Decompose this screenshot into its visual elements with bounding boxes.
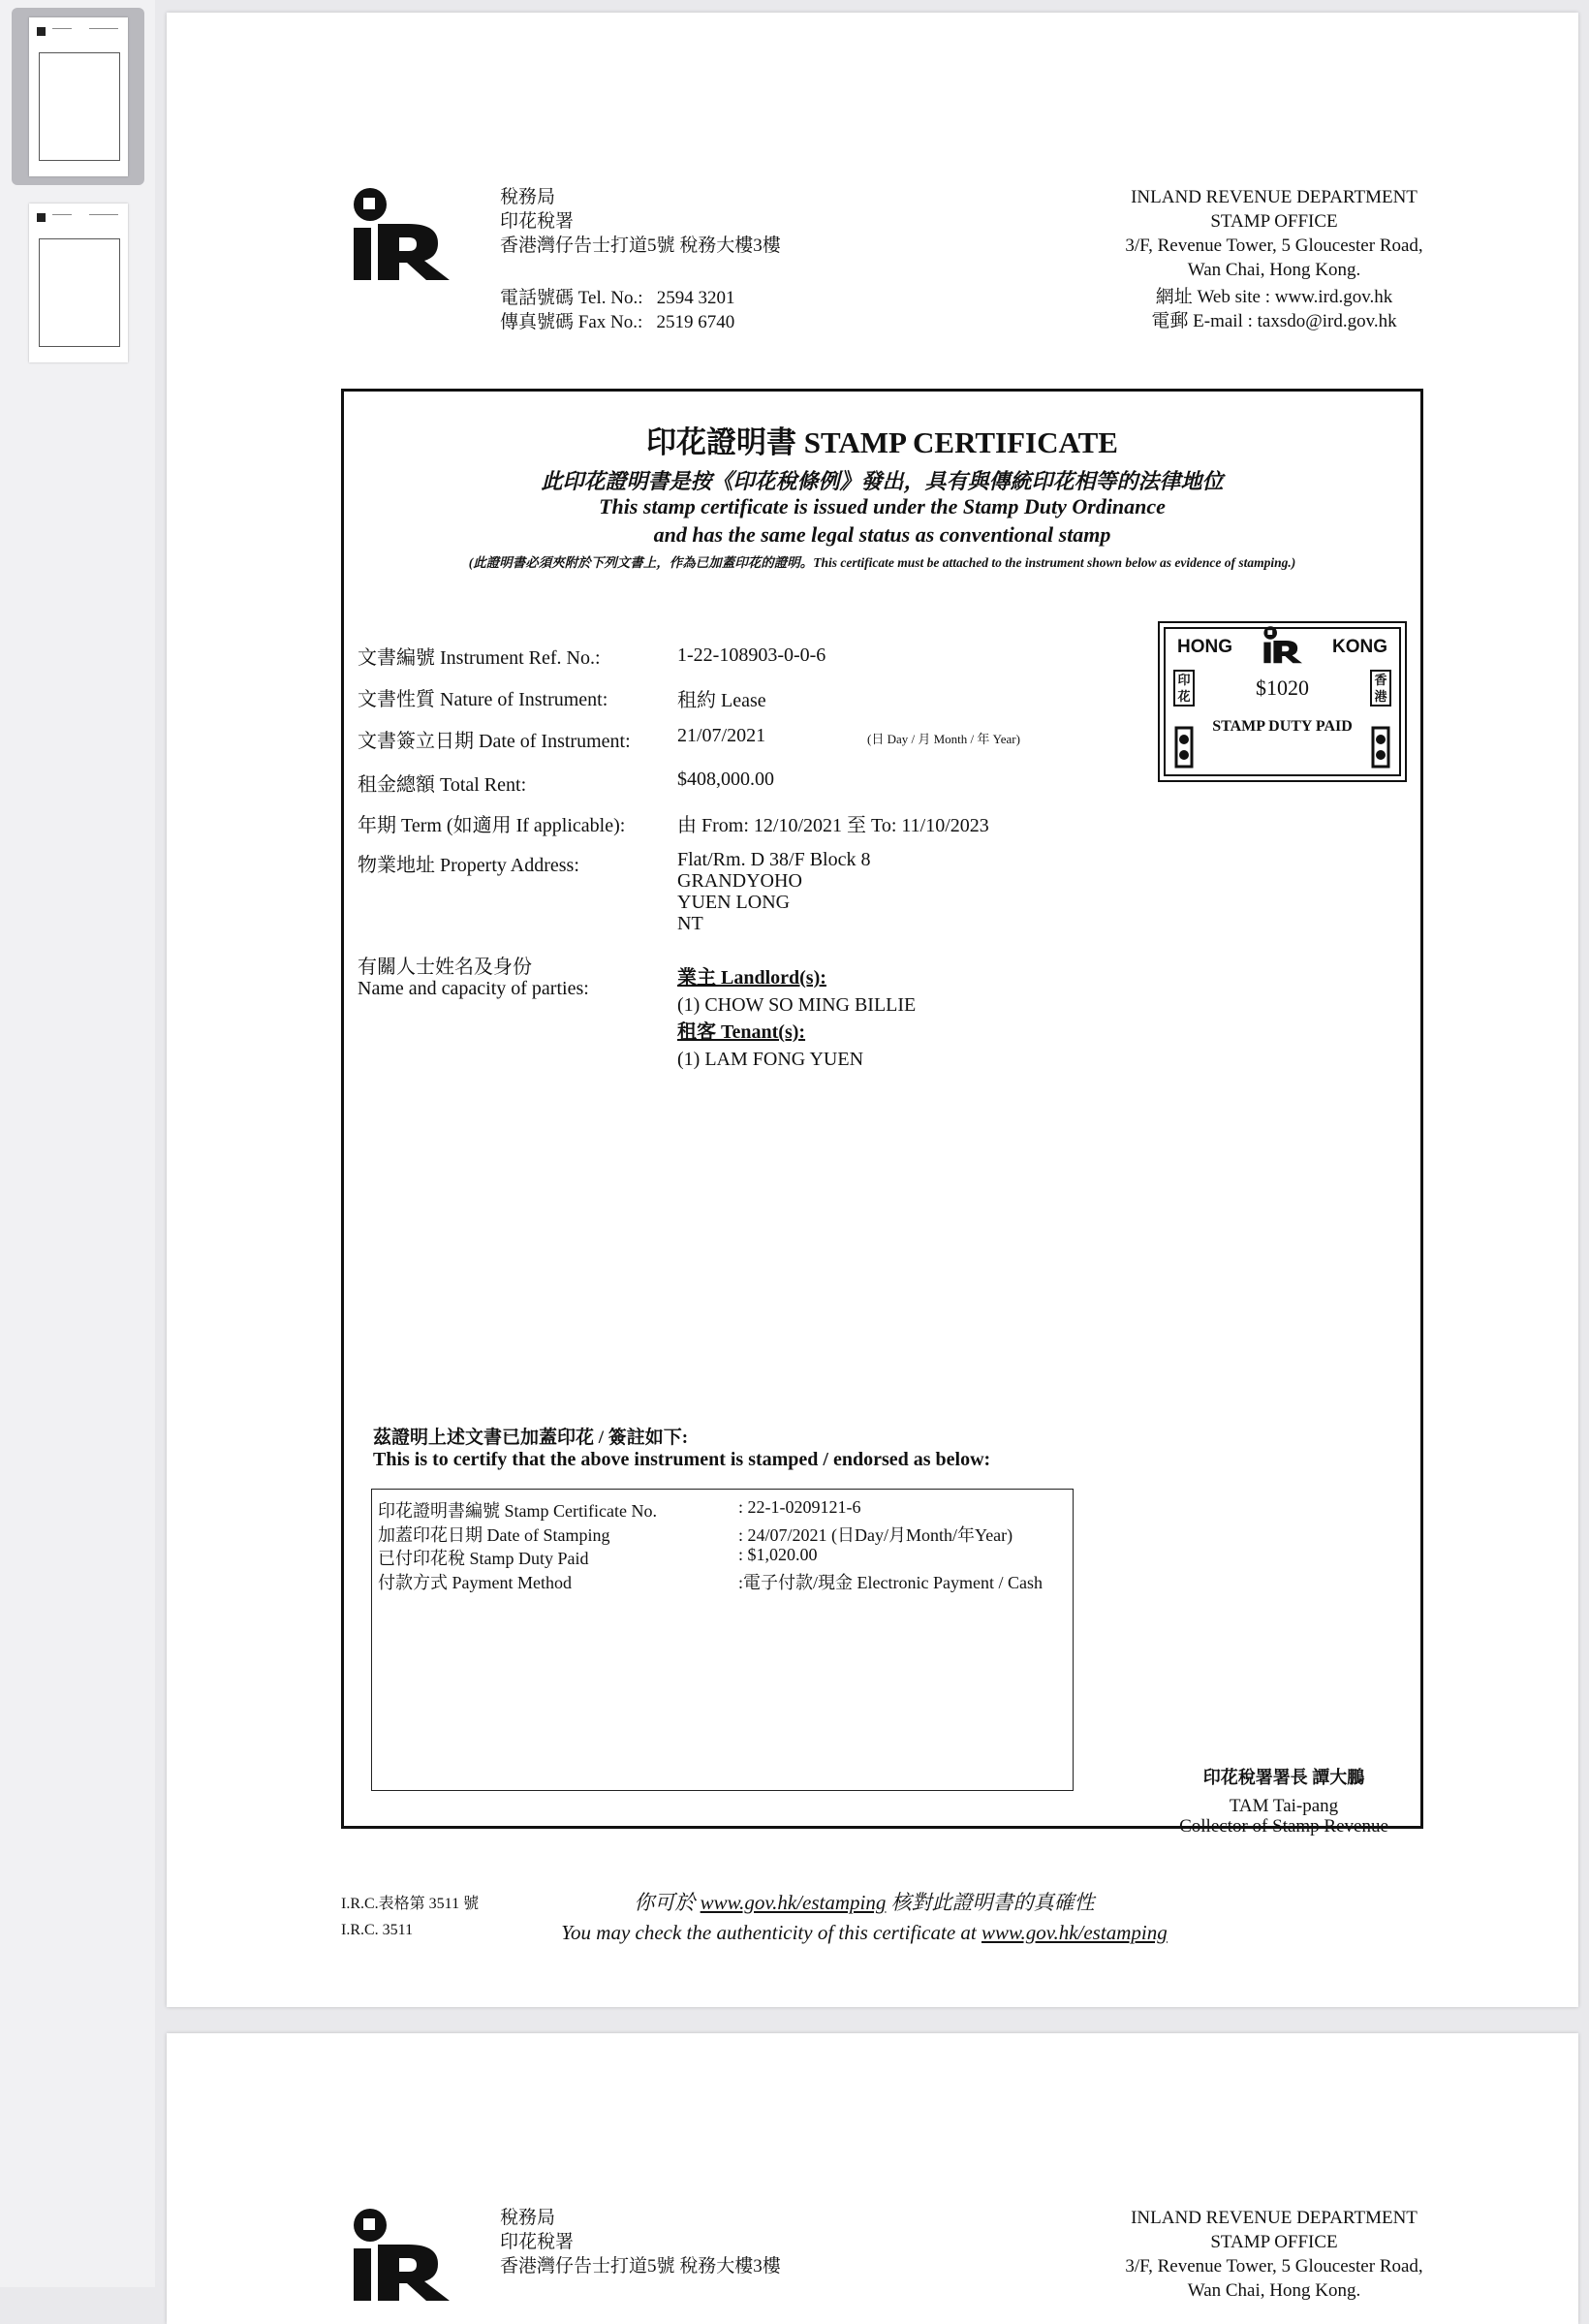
stamp-caption: STAMP DUTY PAID xyxy=(1212,718,1353,735)
stamp-seal-right: 香港 xyxy=(1370,670,1391,707)
header-en-line: Wan Chai, Hong Kong. xyxy=(1187,260,1361,280)
signer-name: TAM Tai-pang xyxy=(1229,1796,1339,1816)
page-thumbnail-1[interactable] xyxy=(12,8,144,185)
tel-value: 2594 3201 xyxy=(656,288,735,308)
method-value: :電子付款/現金 Electronic Payment / Cash xyxy=(738,1573,1043,1592)
address-label: 物業地址 Property Address: xyxy=(358,855,579,876)
stamp-seal-left: 印花 xyxy=(1173,670,1195,707)
thumbnail-page-preview xyxy=(29,204,128,362)
endorse-row-duty xyxy=(378,1545,1078,1570)
website-text: 網址 Web site : www.ird.gov.hk xyxy=(1155,287,1393,307)
form-number-en: I.R.C. 3511 xyxy=(341,1922,414,1938)
ird-logo-icon xyxy=(349,2206,453,2303)
thumbnail-line xyxy=(89,214,118,215)
certify-statement-cn: 茲證明上述文書已加蓋印花 / 簽註如下: xyxy=(373,1428,689,1448)
parties-label xyxy=(358,957,589,999)
rent-label: 租金總額 Total Rent: xyxy=(358,774,527,796)
header-chinese-address xyxy=(500,185,781,258)
parties-label-en: Name and capacity of parties: xyxy=(358,978,589,999)
header-en-line: STAMP OFFICE xyxy=(1210,211,1338,232)
stamp-date-label: 加蓋印花日期 Date of Stamping xyxy=(378,1525,610,1545)
thumbnail-cert-box xyxy=(39,238,120,347)
address-value xyxy=(677,849,870,934)
stamp-ird-logo-icon xyxy=(1261,625,1305,664)
date-label: 文書簽立日期 Date of Instrument: xyxy=(358,731,631,752)
header-en-line: 3/F, Revenue Tower, 5 Gloucester Road, xyxy=(1125,2256,1423,2277)
landlord-label: 業主 Landlord(s): xyxy=(677,967,826,989)
stamp-certificate-box xyxy=(341,389,1423,1837)
stamp-amount: $1020 xyxy=(1256,675,1309,700)
endorsement-box xyxy=(371,1489,1074,1791)
thumbnail-cert-box xyxy=(39,52,120,161)
check-cn-suffix: 核對此證明書的真確性 xyxy=(886,1891,1095,1914)
fax-value: 2519 6740 xyxy=(656,312,735,332)
thumbnail-line xyxy=(89,28,118,29)
header-cn-line: 稅務局 xyxy=(500,187,556,207)
certificate-subtitle-en-2: and has the same legal status as conventional stamp xyxy=(653,522,1111,547)
header-english-address xyxy=(1066,185,1482,282)
date-value: 21/07/2021 xyxy=(677,725,766,746)
check-cn-prefix: 你可於 xyxy=(634,1891,701,1914)
tel-label: 電話號碼 Tel. No.: xyxy=(500,288,643,308)
header-english-address xyxy=(1066,2206,1482,2303)
header-cn-line: 香港灣仔告士打道5號 稅務大樓3樓 xyxy=(500,236,781,256)
check-cn-link[interactable]: www.gov.hk/estamping xyxy=(700,1891,887,1914)
parties-value xyxy=(677,964,916,1073)
authenticity-check xyxy=(496,1888,1232,1948)
signer-block xyxy=(1138,1796,1429,1837)
cert-no-label: 印花證明書編號 Stamp Certificate No. xyxy=(378,1501,657,1521)
signer-role: Collector of Stamp Revenue xyxy=(1179,1816,1388,1837)
header-en-line: STAMP OFFICE xyxy=(1210,2232,1338,2252)
address-line: YUEN LONG xyxy=(677,892,791,913)
method-label: 付款方式 Payment Method xyxy=(378,1573,572,1592)
stamp-ornament-right-icon xyxy=(1370,726,1391,769)
nature-value: 租約 Lease xyxy=(677,690,766,711)
header-contact xyxy=(500,286,735,334)
ref-value: 1-22-108903-0-0-6 xyxy=(677,644,826,666)
certificate-note: (此證明書必須夾附於下列文書上，作為已加蓋印花的證明。This certificate must be attached to the instrument shown below as evidence of stamping.) xyxy=(468,555,1296,570)
stamp-kong-text: KONG xyxy=(1332,637,1387,657)
tenant-label: 租客 Tenant(s): xyxy=(677,1021,806,1043)
ref-label: 文書編號 Instrument Ref. No.: xyxy=(358,647,601,669)
tenant-name: (1) LAM FONG YUEN xyxy=(677,1049,864,1070)
header-cn-line: 印花稅署 xyxy=(500,211,575,232)
thumbnail-logo xyxy=(37,213,46,222)
header-web-email xyxy=(1066,285,1482,333)
stamp-ornament-left-icon xyxy=(1173,726,1195,769)
header-en-line: Wan Chai, Hong Kong. xyxy=(1187,2280,1361,2301)
email-text: 電郵 E-mail : taxsdo@ird.gov.hk xyxy=(1151,311,1397,331)
document-page-1 xyxy=(167,13,1578,2007)
term-value: 由 From: 12/10/2021 至 To: 11/10/2023 xyxy=(677,815,989,836)
header-cn-line: 稅務局 xyxy=(500,2208,556,2228)
stamp-date-value: : 24/07/2021 (日Day/月Month/年Year) xyxy=(738,1525,1013,1545)
certificate-title: 印花證明書 STAMP CERTIFICATE xyxy=(646,425,1118,459)
address-line: GRANDYOHO xyxy=(677,870,802,892)
thumbnail-line xyxy=(52,28,72,29)
page-thumbnail-2[interactable] xyxy=(12,194,144,371)
stamp-duty-paid-mark xyxy=(1158,621,1407,782)
header-en-line: 3/F, Revenue Tower, 5 Gloucester Road, xyxy=(1125,236,1423,256)
form-number xyxy=(341,1891,479,1943)
check-en-prefix: You may check the authenticity of this certificate at xyxy=(561,1921,981,1944)
address-line: NT xyxy=(677,913,703,934)
address-line: Flat/Rm. D 38/F Block 8 xyxy=(677,849,871,870)
endorse-row-cert-no xyxy=(378,1497,1078,1523)
thumbnail-line xyxy=(52,214,72,215)
rent-value: $408,000.00 xyxy=(677,769,774,790)
header-chinese-address xyxy=(500,2206,781,2278)
page-thumbnail-sidebar xyxy=(0,0,155,2287)
endorse-row-method xyxy=(378,1569,1078,1594)
header-en-line: INLAND REVENUE DEPARTMENT xyxy=(1131,2208,1418,2228)
stamp-hong-text: HONG xyxy=(1177,637,1232,657)
duty-label: 已付印花稅 Stamp Duty Paid xyxy=(378,1549,589,1568)
endorse-row-date xyxy=(378,1522,1078,1547)
check-en-link[interactable]: www.gov.hk/estamping xyxy=(981,1921,1168,1944)
thumbnail-logo xyxy=(37,27,46,36)
header-cn-line: 印花稅署 xyxy=(500,2232,575,2252)
date-format-hint: (日 Day / 月 Month / 年 Year) xyxy=(867,732,1020,746)
certify-statement-en: This is to certify that the above instrument is stamped / endorsed as below: xyxy=(373,1449,991,1470)
parties-label-cn: 有關人士姓名及身份 xyxy=(358,957,532,978)
header-cn-line: 香港灣仔告士打道5號 稅務大樓3樓 xyxy=(500,2256,781,2277)
nature-label: 文書性質 Nature of Instrument: xyxy=(358,689,608,710)
duty-value: : $1,020.00 xyxy=(738,1545,818,1564)
certificate-subtitle-en-1: This stamp certificate is issued under the Stamp Duty Ordinance xyxy=(599,494,1166,518)
header-en-line: INLAND REVENUE DEPARTMENT xyxy=(1131,187,1418,207)
fax-label: 傳真號碼 Fax No.: xyxy=(500,312,643,332)
document-page-2 xyxy=(167,2033,1578,2324)
landlord-name: (1) CHOW SO MING BILLIE xyxy=(677,994,917,1016)
form-number-cn: I.R.C.表格第 3511 號 xyxy=(341,1896,480,1912)
signer-title: 印花稅署署長 譚大鵬 xyxy=(1202,1768,1365,1787)
ird-logo-icon xyxy=(349,185,453,282)
term-label: 年期 Term (如適用 If applicable): xyxy=(358,815,626,836)
thumbnail-page-preview xyxy=(29,17,128,176)
cert-no-value: : 22-1-0209121-6 xyxy=(738,1497,861,1517)
certificate-subtitle-cn: 此印花證明書是按《印花稅條例》發出，具有與傳統印花相等的法律地位 xyxy=(541,469,1224,493)
